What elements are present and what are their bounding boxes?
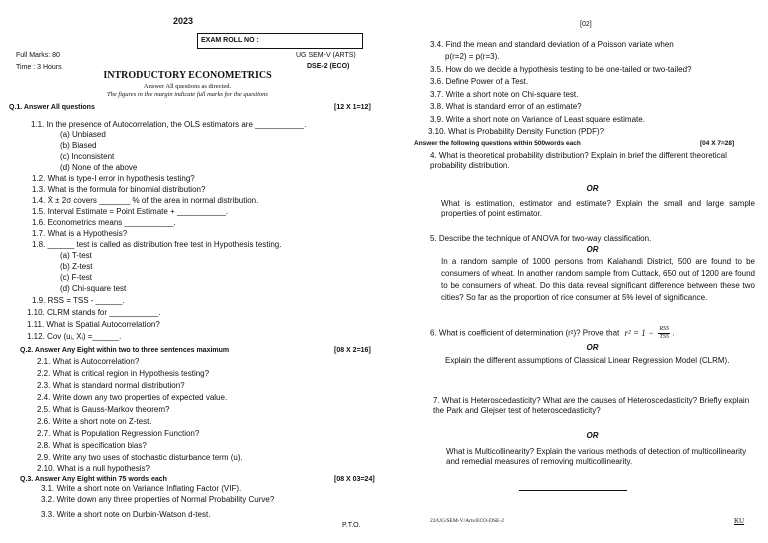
question-4: 4. What is theoretical probability distribution? Explain in brief the different theoretical probability distribution. (430, 151, 727, 170)
exam-year: 2023 (173, 16, 194, 26)
question-2-6: 2.6. Write a short note on Z-test. (37, 417, 152, 426)
page-turn-note: P.T.O. (342, 522, 361, 529)
question-4-alt: What is estimation, estimator and estimate? Explain the small and large sample properties of point estimator. (441, 199, 755, 218)
roll-number-label: EXAM ROLL NO : (201, 37, 259, 44)
question-3-4-cont: p(r=2) = p(r=3). (445, 52, 500, 61)
option-d: (d) None of the above (60, 163, 138, 172)
question-1-8: 1.8. ______ test is called as distribution free test in Hypothesis testing. (32, 240, 282, 249)
instruction-2: The figures in the margin indicate full marks for the questions (107, 91, 268, 98)
question-3-4: 3.4. Find the mean and standard deviation of a Poisson variate when (430, 40, 674, 49)
option-b: (b) Biased (60, 141, 97, 150)
option-c: (c) Inconsistent (60, 152, 115, 161)
option-a: (a) T-test (60, 251, 92, 260)
question-7: 7. What is Heteroscedasticity? What are the causes of Heteroscedasticity? Briefly explain the Park and Glejser test of heteroscedasticity? (433, 396, 750, 415)
question-2-2: 2.2. What is critical region in Hypothesis testing? (37, 369, 210, 378)
question-1-10: 1.10. CLRM stands for ___________. (27, 308, 161, 317)
question-2-9: 2.9. Write any two uses of stochastic disturbance term (u). (37, 453, 243, 462)
paper-title: INTRODUCTORY ECONOMETRICS (103, 70, 272, 81)
question-1-6: 1.6. Econometrics means ___________. (32, 218, 176, 227)
question-6-text: 6. What is coefficient of determination (r²)? Prove that (430, 328, 620, 338)
formula-lhs: r² = 1 − (624, 327, 655, 338)
question-7-alt: What is Multicollinearity? Explain the various methods of detection of multicollinearity and remedial measures of removing multicollinearity. (446, 447, 747, 466)
question-3-2: 3.2. Write down any three properties of Normal Probability Curve? (41, 495, 275, 504)
option-b: (b) Z-test (60, 262, 93, 271)
q2-marks: [08 X 2=16] (334, 347, 371, 354)
roll-number-box (197, 33, 363, 49)
question-1-12: 1.12. Cov (uᵢ, Xᵢ) =______. (27, 332, 122, 341)
q1-heading: Q.1. Answer All questions (9, 104, 95, 111)
question-5-alt: In a random sample of 1000 persons from Kalahandi District, 500 are found to be consumers of wheat. In another random sample from Cuttack, 650 out of 1200 are found to be consumers of wheat. Do this data reveal significant difference between these two cities? So far as the proportion of rice consumer at 5% level of significance. (441, 257, 755, 302)
question-3-6: 3.6. Define Power of a Test. (430, 77, 529, 86)
q1-marks: [12 X 1=12] (334, 104, 371, 111)
end-rule (519, 490, 627, 491)
q3-marks: [08 X 03=24] (334, 476, 375, 483)
formula-fraction (658, 326, 670, 341)
question-2-7: 2.7. What is Population Regression Function? (37, 429, 200, 438)
option-c: (c) F-test (60, 273, 92, 282)
formula-numerator: RSS (659, 326, 670, 332)
question-1-2: 1.2. What is type-I error in hypothesis testing? (32, 174, 195, 183)
or-separator: OR (586, 343, 599, 352)
question-2-4: 2.4. Write down any two properties of expected value. (37, 393, 228, 402)
question-6-alt: Explain the different assumptions of Classical Linear Regression Model (CLRM). (445, 356, 730, 365)
question-3-5: 3.5. How do we decide a hypothesis testing to be one-tailed or two-tailed? (430, 65, 692, 74)
option-a: (a) Unbiased (60, 130, 106, 139)
question-3-10: 3.10. What is Probability Density Function (PDF)? (428, 127, 605, 136)
question-3-9: 3.9. Write a short note on Variance of Least square estimate. (430, 115, 645, 124)
question-2-1: 2.1. What is Autocorrelation? (37, 357, 140, 366)
question-2-10: 2.10. What is a null hypothesis? (37, 464, 150, 473)
full-marks: Full Marks: 80 (16, 52, 60, 59)
semester: UG SEM-V (ARTS) (296, 52, 356, 59)
question-2-5: 2.5. What is Gauss-Markov theorem? (37, 405, 170, 414)
q2-heading: Q.2. Answer Any Eight within two to three sentences maximum (20, 347, 230, 354)
q4-marks: [04 X 7=28] (700, 140, 735, 147)
footer-code: 23/UG/SEM-V/Arts/ECO-DSE-2 (430, 518, 504, 524)
question-1-5: 1.5. Interval Estimate = Point Estimate + ___________. (32, 207, 229, 216)
option-d: (d) Chi-square test (60, 284, 127, 293)
or-separator: OR (586, 184, 599, 193)
footer-signature: KU (734, 517, 745, 525)
paper-code: DSE-2 (ECO) (307, 63, 350, 70)
q3-heading: Q.3. Answer Any Eight within 75 words each (20, 476, 167, 483)
question-1-9: 1.9. RSS = TSS - ______. (32, 296, 125, 305)
formula-denominator: TSS (659, 334, 669, 340)
or-separator: OR (586, 245, 599, 254)
q4-heading: Answer the following questions within 500words each (414, 140, 581, 147)
question-3-7: 3.7. Write a short note on Chi-square test. (430, 90, 579, 99)
page-number: [02] (580, 21, 592, 28)
question-5: 5. Describe the technique of ANOVA for two-way classification. (430, 234, 652, 243)
question-1-3: 1.3. What is the formula for binomial distribution? (32, 185, 206, 194)
question-2-8: 2.8. What is specification bias? (37, 441, 147, 450)
formula-period: . (672, 328, 675, 338)
question-1-7: 1.7. What is a Hypothesis? (32, 229, 128, 238)
question-1-1: 1.1. In the presence of Autocorrelation, the OLS estimators are ___________. (31, 120, 307, 129)
exam-time: Time : 3 Hours (16, 64, 62, 71)
question-3-8: 3.8. What is standard error of an estimate? (430, 102, 582, 111)
or-separator: OR (586, 431, 599, 440)
question-3-1: 3.1. Write a short note on Variance Inflating Factor (VIF). (41, 484, 242, 493)
question-3-3: 3.3. Write a short note on Durbin-Watson d-test. (41, 510, 211, 519)
question-2-3: 2.3. What is standard normal distribution? (37, 381, 185, 390)
instruction-1: Answer All questions as directed. (143, 83, 232, 90)
question-6 (430, 326, 675, 341)
question-1-11: 1.11. What is Spatial Autocorrelation? (27, 320, 160, 329)
question-1-4: 1.4. X̄ ± 2σ covers _______ % of the area in normal distribution. (32, 196, 259, 205)
